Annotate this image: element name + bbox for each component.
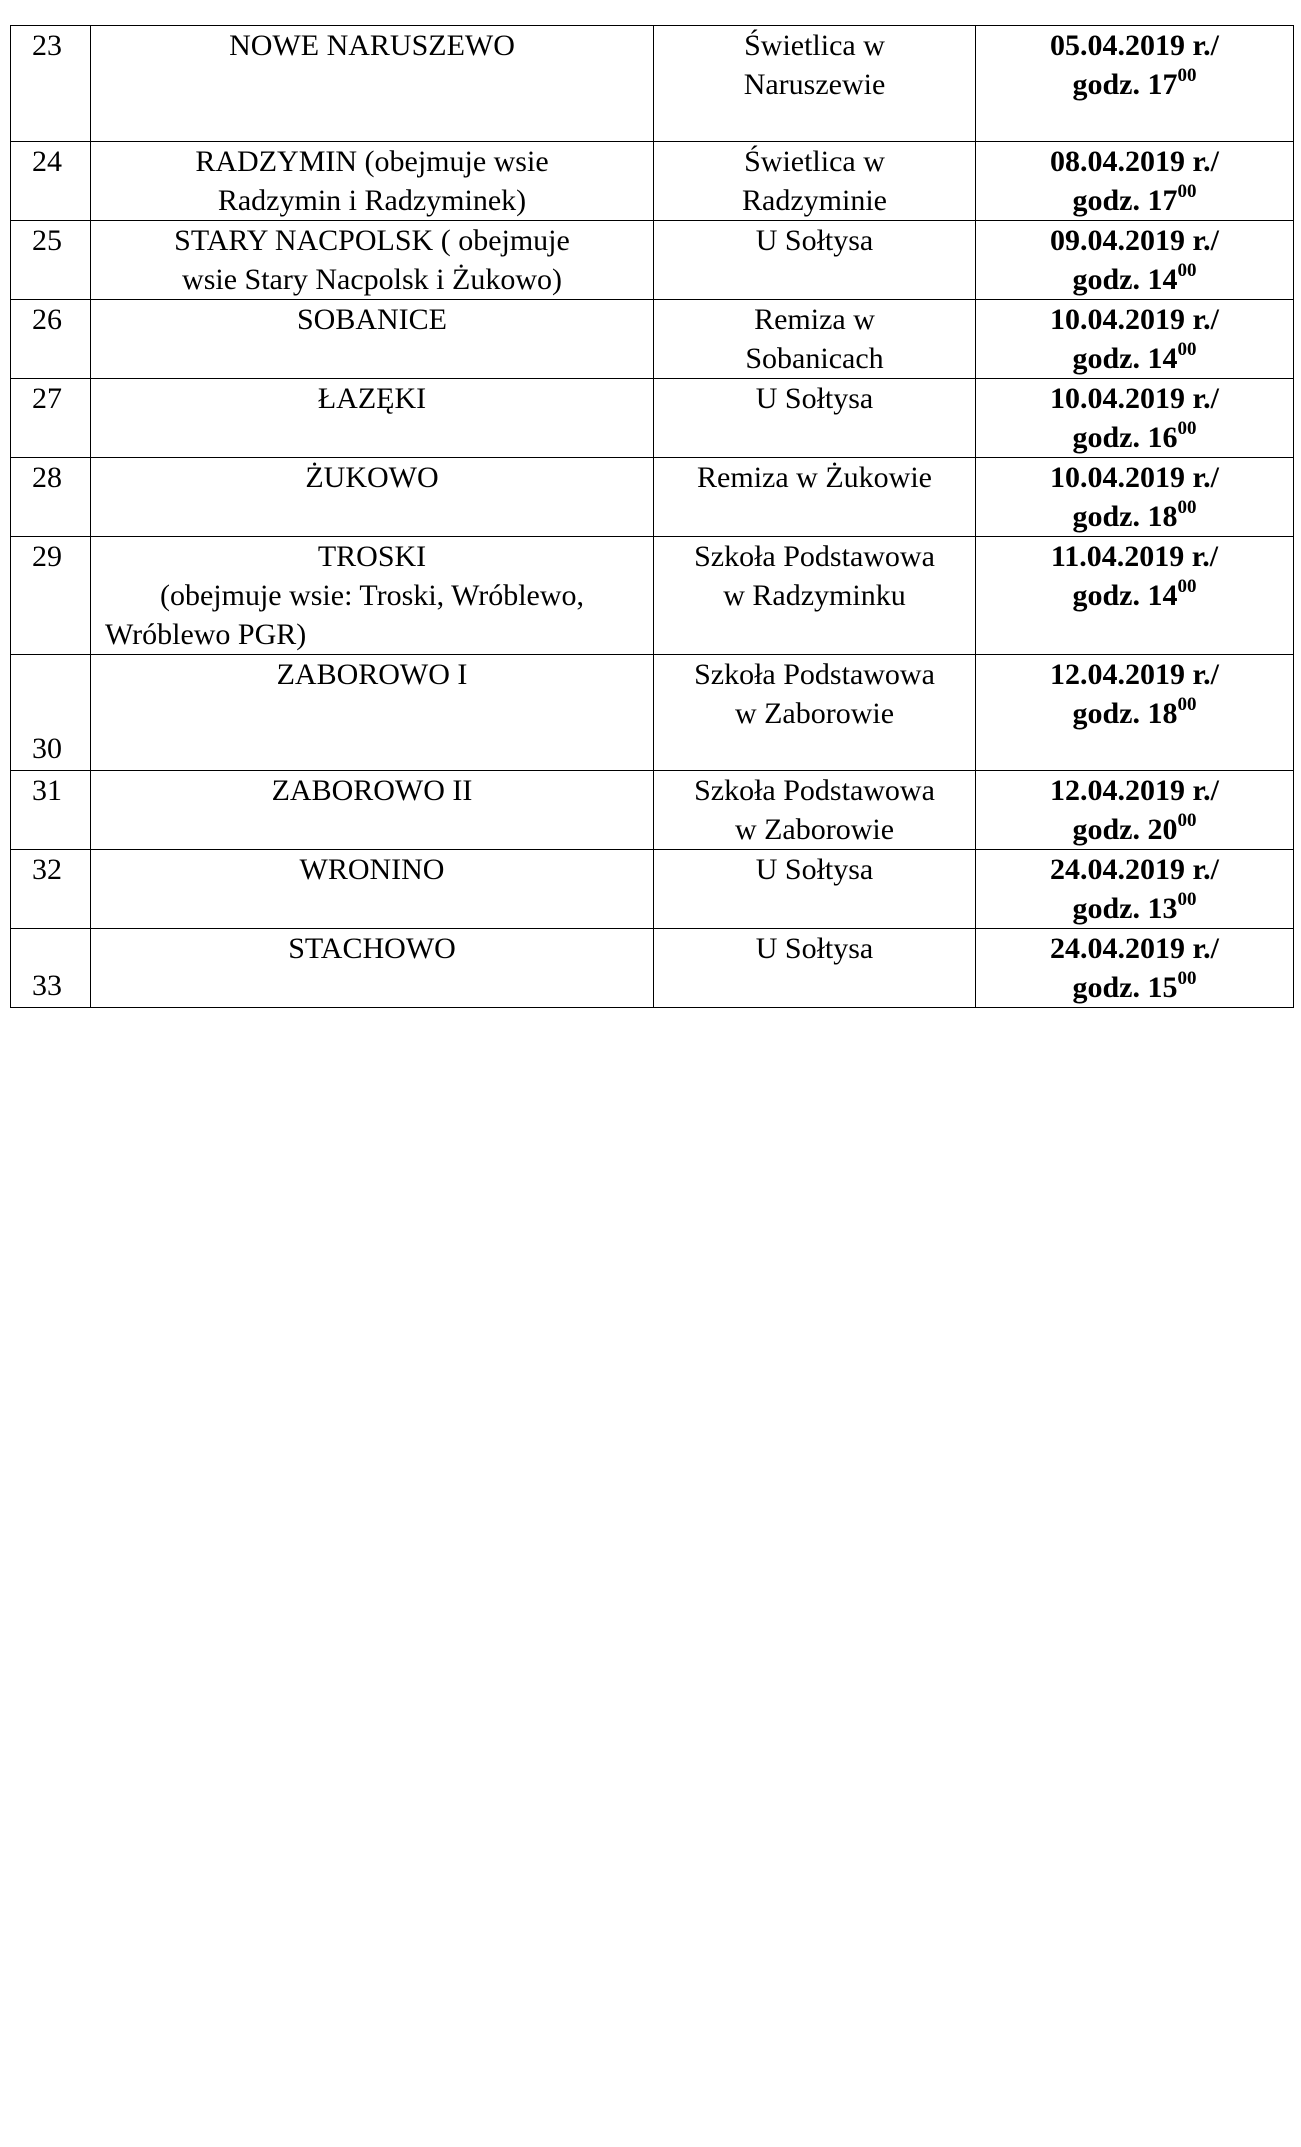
village-name: STARY NACPOLSK ( obejmuje wsie Stary Nacpolsk i Żukowo) bbox=[91, 221, 654, 300]
table-row bbox=[11, 142, 1294, 221]
table-row bbox=[11, 850, 1294, 929]
village-name: RADZYMIN (obejmuje wsie Radzymin i Radzyminek) bbox=[91, 142, 654, 221]
village-name: TROSKI (obejmuje wsie: Troski, Wróblewo, Wróblewo PGR) bbox=[91, 537, 654, 655]
meeting-place: U Sołtysa bbox=[654, 221, 976, 300]
meeting-place: Świetlica w Naruszewie bbox=[654, 26, 976, 142]
row-number: 25 bbox=[11, 221, 91, 300]
meeting-schedule-table bbox=[10, 25, 1294, 1008]
table-row bbox=[11, 537, 1294, 655]
village-name: SOBANICE bbox=[91, 300, 654, 379]
meeting-date-time: 11.04.2019 r./ godz. $14^{00}$ bbox=[976, 537, 1294, 655]
row-number: 28 bbox=[11, 458, 91, 537]
row-number: 29 bbox=[11, 537, 91, 655]
table-row bbox=[11, 655, 1294, 771]
meeting-date-time: 05.04.2019 r./ godz. $17^{00}$ bbox=[976, 26, 1294, 142]
meeting-date-time: 10.04.2019 r./ godz. $14^{00}$ bbox=[976, 300, 1294, 379]
meeting-place: U Sołtysa bbox=[654, 379, 976, 458]
table-row bbox=[11, 300, 1294, 379]
meeting-place: Szkoła Podstawowa w Zaborowie bbox=[654, 655, 976, 771]
village-name: WRONINO bbox=[91, 850, 654, 929]
meeting-place: U Sołtysa bbox=[654, 929, 976, 1008]
meeting-date-time: 24.04.2019 r./ godz. $15^{00}$ bbox=[976, 929, 1294, 1008]
table-row bbox=[11, 771, 1294, 850]
meeting-place: U Sołtysa bbox=[654, 850, 976, 929]
table-row bbox=[11, 221, 1294, 300]
row-number: 31 bbox=[11, 771, 91, 850]
village-name: ŁAZĘKI bbox=[91, 379, 654, 458]
meeting-date-time: 10.04.2019 r./ godz. $16^{00}$ bbox=[976, 379, 1294, 458]
row-number: 23 bbox=[11, 26, 91, 142]
meeting-date-time: 24.04.2019 r./ godz. $13^{00}$ bbox=[976, 850, 1294, 929]
meeting-date-time: 10.04.2019 r./ godz. $18^{00}$ bbox=[976, 458, 1294, 537]
meeting-date-time: 08.04.2019 r./ godz. $17^{00}$ bbox=[976, 142, 1294, 221]
village-name: ZABOROWO I bbox=[91, 655, 654, 771]
row-number: 26 bbox=[11, 300, 91, 379]
village-name: STACHOWO bbox=[91, 929, 654, 1008]
meeting-place: Świetlica w Radzyminie bbox=[654, 142, 976, 221]
meeting-date-time: 12.04.2019 r./ godz. $18^{00}$ bbox=[976, 655, 1294, 771]
meeting-date-time: 12.04.2019 r./ godz. $20^{00}$ bbox=[976, 771, 1294, 850]
meeting-place: Remiza w Żukowie bbox=[654, 458, 976, 537]
row-number: 32 bbox=[11, 850, 91, 929]
village-name: ZABOROWO II bbox=[91, 771, 654, 850]
table-row bbox=[11, 929, 1294, 1008]
table-row bbox=[11, 379, 1294, 458]
meeting-place: Szkoła Podstawowa w Radzyminku bbox=[654, 537, 976, 655]
table-row bbox=[11, 458, 1294, 537]
row-number: 24 bbox=[11, 142, 91, 221]
village-name: ŻUKOWO bbox=[91, 458, 654, 537]
village-name: NOWE NARUSZEWO bbox=[91, 26, 654, 142]
meeting-place: Szkoła Podstawowa w Zaborowie bbox=[654, 771, 976, 850]
meeting-place: Remiza w Sobanicach bbox=[654, 300, 976, 379]
meeting-date-time: 09.04.2019 r./ godz. $14^{00}$ bbox=[976, 221, 1294, 300]
row-number: 33 bbox=[11, 929, 91, 1008]
row-number: 27 bbox=[11, 379, 91, 458]
table-row bbox=[11, 26, 1294, 142]
row-number: 30 bbox=[11, 655, 91, 771]
